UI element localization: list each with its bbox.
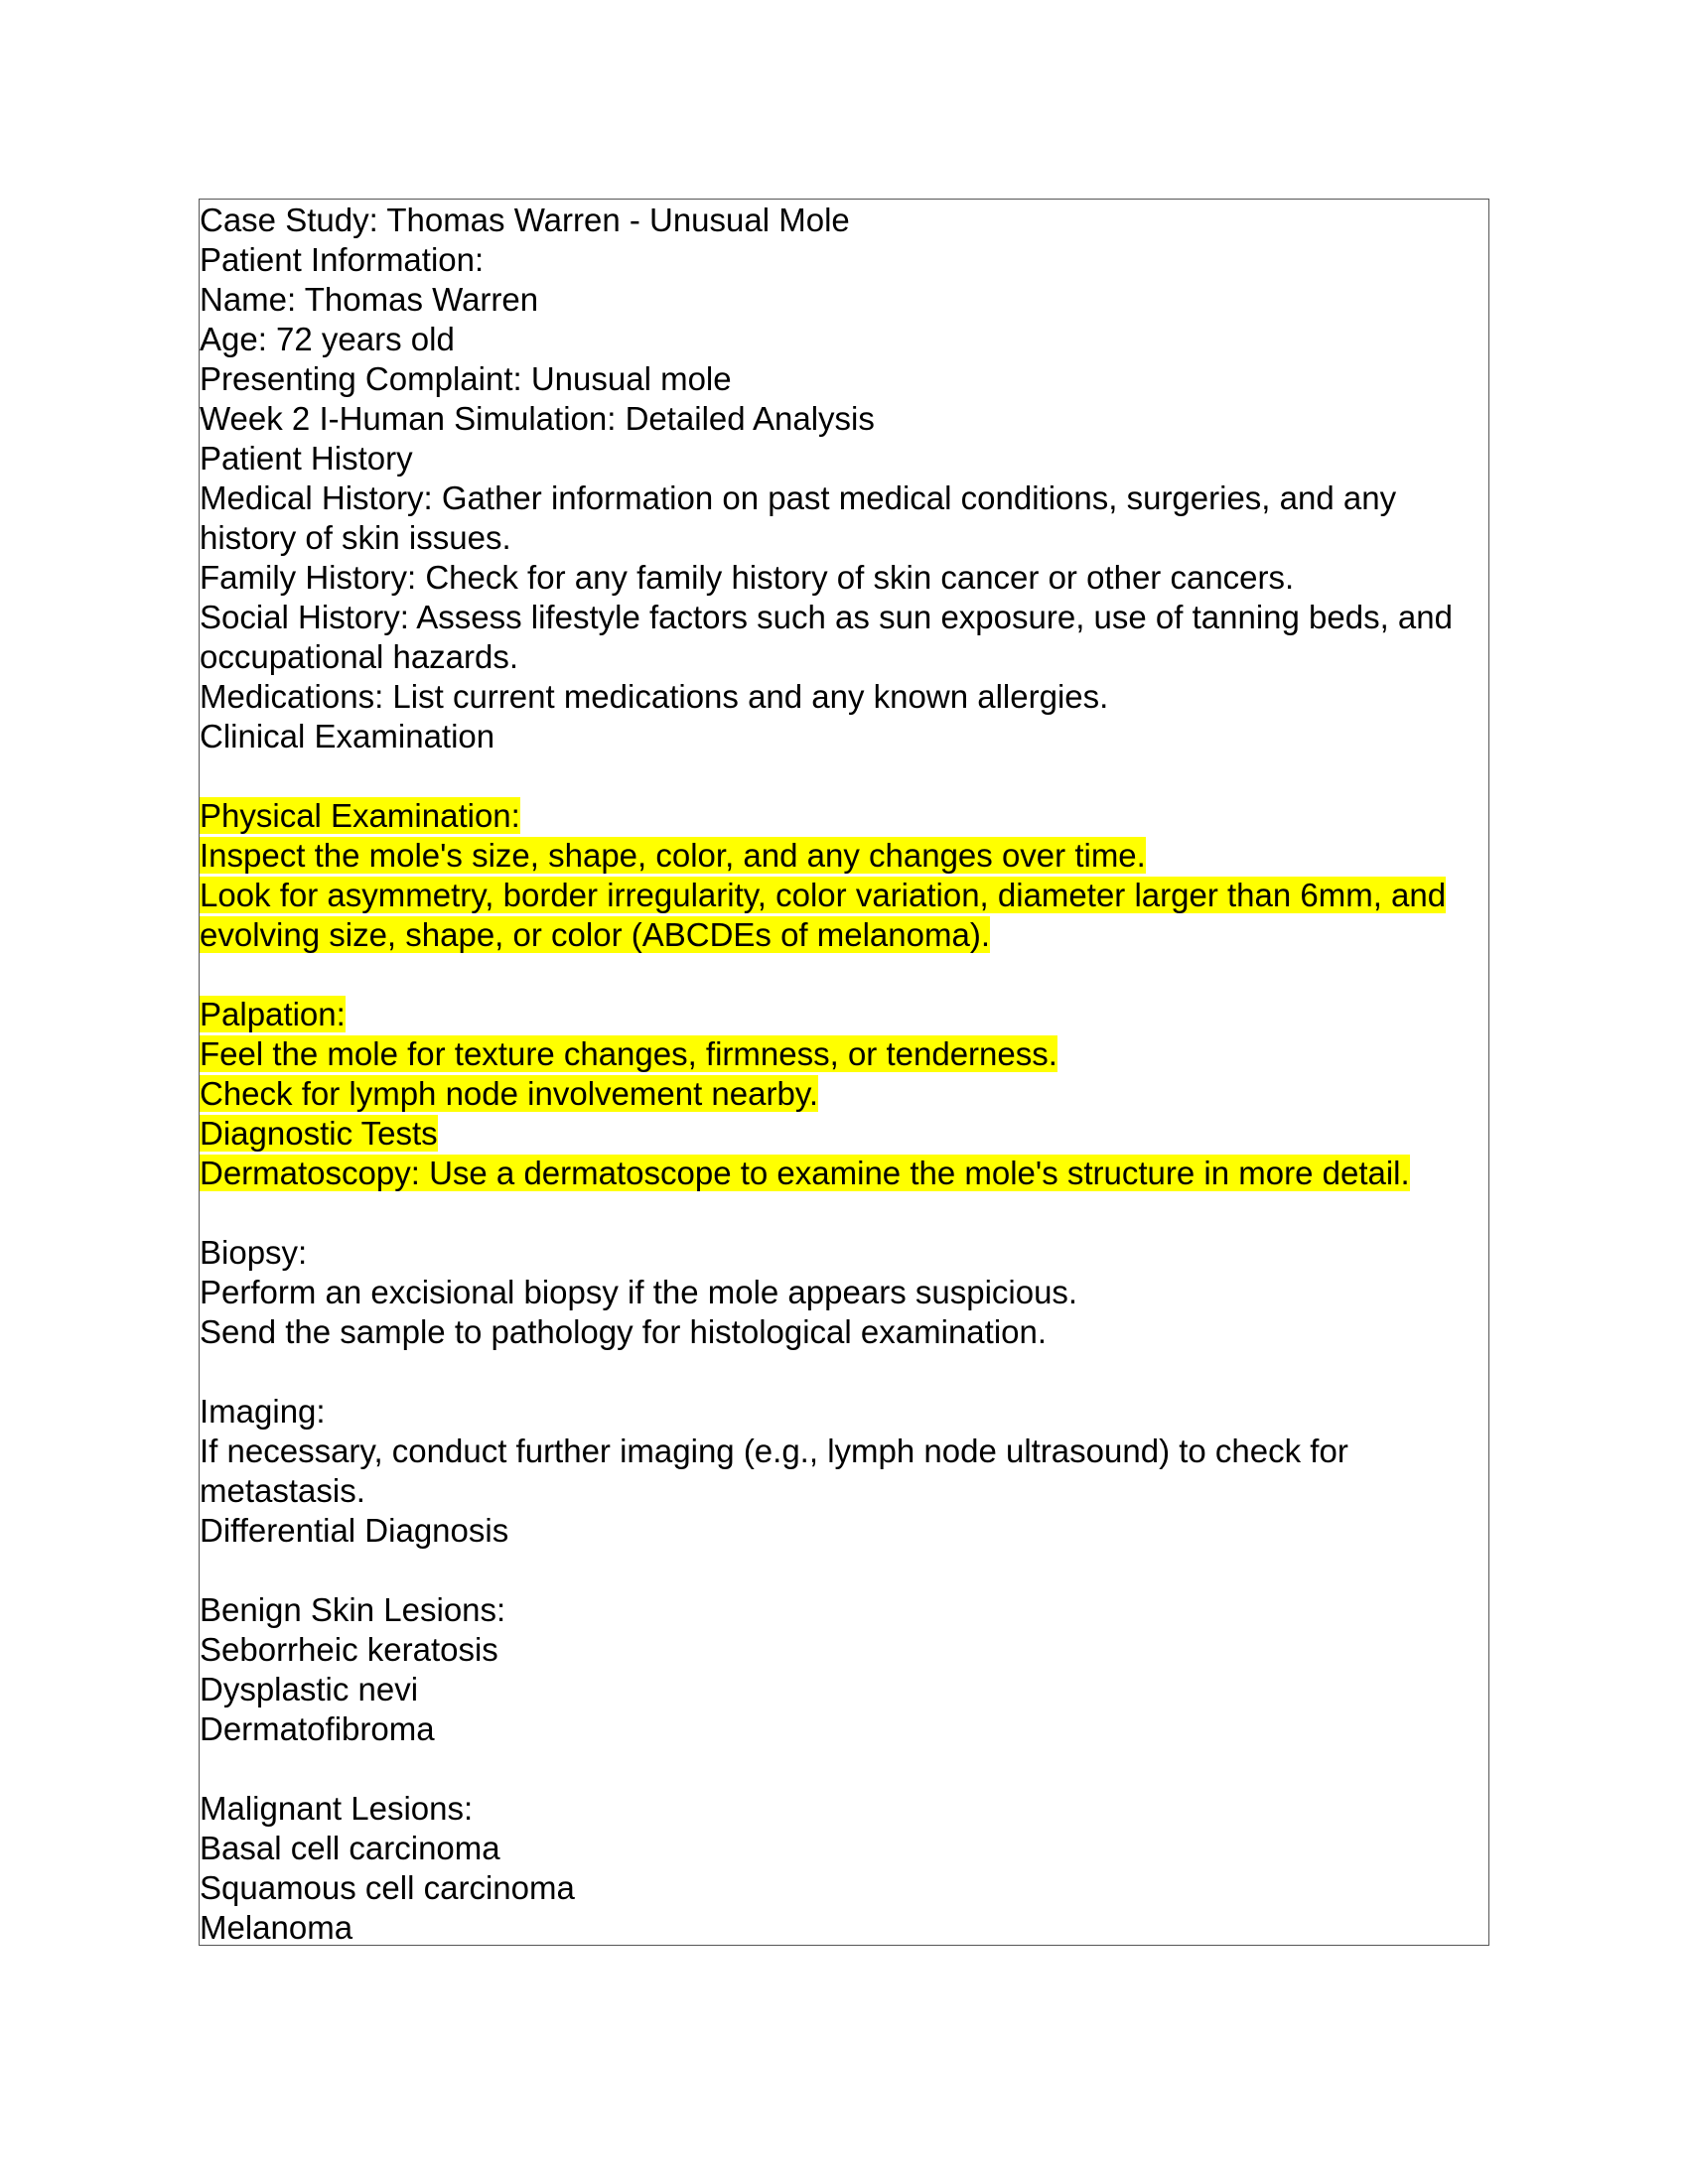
line-text: Age: 72 years old	[200, 321, 455, 357]
line-text: Differential Diagnosis	[200, 1512, 509, 1549]
document-line	[200, 359, 1488, 399]
document-line	[200, 1312, 1488, 1352]
document-line	[200, 1471, 1488, 1511]
document-line	[200, 558, 1488, 598]
document-line	[200, 1829, 1488, 1868]
blank-line	[200, 1551, 1488, 1590]
line-text: Medical History: Gather information on past medical conditions, surgeries, and any	[200, 479, 1397, 516]
highlighted-text: Inspect the mole's size, shape, color, and any changes over time.	[200, 837, 1146, 874]
line-text: Case Study: Thomas Warren - Unusual Mole	[200, 202, 850, 238]
document-line	[200, 1034, 1488, 1074]
line-text: Patient History	[200, 440, 413, 477]
document-line	[200, 876, 1488, 915]
document-line	[200, 915, 1488, 955]
line-text: Week 2 I-Human Simulation: Detailed Analysis	[200, 400, 875, 437]
document-line	[200, 240, 1488, 280]
line-text: Seborrheic keratosis	[200, 1631, 498, 1668]
document-line	[200, 1590, 1488, 1630]
highlighted-text: Feel the mole for texture changes, firmness, or tenderness.	[200, 1035, 1057, 1072]
line-text: Send the sample to pathology for histological examination.	[200, 1313, 1048, 1350]
highlighted-text: Palpation:	[200, 996, 346, 1032]
line-text: Perform an excisional biopsy if the mole appears suspicious.	[200, 1274, 1078, 1310]
line-text: Imaging:	[200, 1393, 326, 1430]
blank-line	[200, 756, 1488, 796]
blank-line	[200, 1352, 1488, 1392]
document-line	[200, 1432, 1488, 1471]
document-line	[200, 637, 1488, 677]
line-text: Clinical Examination	[200, 718, 495, 754]
document-line	[200, 836, 1488, 876]
document-line	[200, 1114, 1488, 1154]
document-line	[200, 598, 1488, 637]
document-line	[200, 717, 1488, 756]
document-line	[200, 201, 1488, 240]
document-line	[200, 1392, 1488, 1432]
line-text: Benign Skin Lesions:	[200, 1591, 506, 1628]
document-line	[200, 677, 1488, 717]
document-line	[200, 439, 1488, 478]
blank-line	[200, 1193, 1488, 1233]
document-line	[200, 478, 1488, 518]
line-text: Basal cell carcinoma	[200, 1830, 500, 1866]
document-line	[200, 1511, 1488, 1551]
document-frame	[199, 199, 1489, 1946]
document-line	[200, 1154, 1488, 1193]
document-line	[200, 518, 1488, 558]
document-line	[200, 1273, 1488, 1312]
document-line	[200, 1908, 1488, 1948]
line-text: Melanoma	[200, 1909, 353, 1946]
highlighted-text: evolving size, shape, or color (ABCDEs of melanoma).	[200, 916, 990, 953]
highlighted-text: Look for asymmetry, border irregularity, color variation, diameter larger than 6mm, and	[200, 877, 1447, 913]
document-line	[200, 1074, 1488, 1114]
document-line	[200, 995, 1488, 1034]
document-line	[200, 796, 1488, 836]
line-text: If necessary, conduct further imaging (e.g., lymph node ultrasound) to check for	[200, 1433, 1348, 1469]
highlighted-text: Physical Examination:	[200, 797, 520, 834]
highlighted-text: Diagnostic Tests	[200, 1115, 438, 1152]
blank-line	[200, 1749, 1488, 1789]
document-line	[200, 280, 1488, 320]
highlighted-text: Check for lymph node involvement nearby.	[200, 1075, 819, 1112]
line-text: Malignant Lesions:	[200, 1790, 474, 1827]
line-text: occupational hazards.	[200, 638, 519, 675]
highlighted-text: Dermatoscopy: Use a dermatoscope to examine the mole's structure in more detail.	[200, 1155, 1410, 1191]
line-text: Biopsy:	[200, 1234, 308, 1271]
document-line	[200, 1233, 1488, 1273]
document-line	[200, 320, 1488, 359]
line-text: Name: Thomas Warren	[200, 281, 539, 318]
document-line	[200, 1709, 1488, 1749]
line-text: metastasis.	[200, 1472, 365, 1509]
line-text: Social History: Assess lifestyle factors such as sun exposure, use of tanning beds, and	[200, 599, 1453, 635]
document-line	[200, 399, 1488, 439]
document-line	[200, 1868, 1488, 1908]
line-text: Dermatofibroma	[200, 1710, 435, 1747]
line-text: Patient Information:	[200, 241, 485, 278]
document-line	[200, 1670, 1488, 1709]
line-text: history of skin issues.	[200, 519, 511, 556]
line-text: Medications: List current medications and any known allergies.	[200, 678, 1109, 715]
line-text: Family History: Check for any family history of skin cancer or other cancers.	[200, 559, 1295, 596]
line-text: Squamous cell carcinoma	[200, 1869, 575, 1906]
line-text: Dysplastic nevi	[200, 1671, 419, 1707]
line-text: Presenting Complaint: Unusual mole	[200, 360, 732, 397]
blank-line	[200, 955, 1488, 995]
document-line	[200, 1789, 1488, 1829]
document-line	[200, 1630, 1488, 1670]
